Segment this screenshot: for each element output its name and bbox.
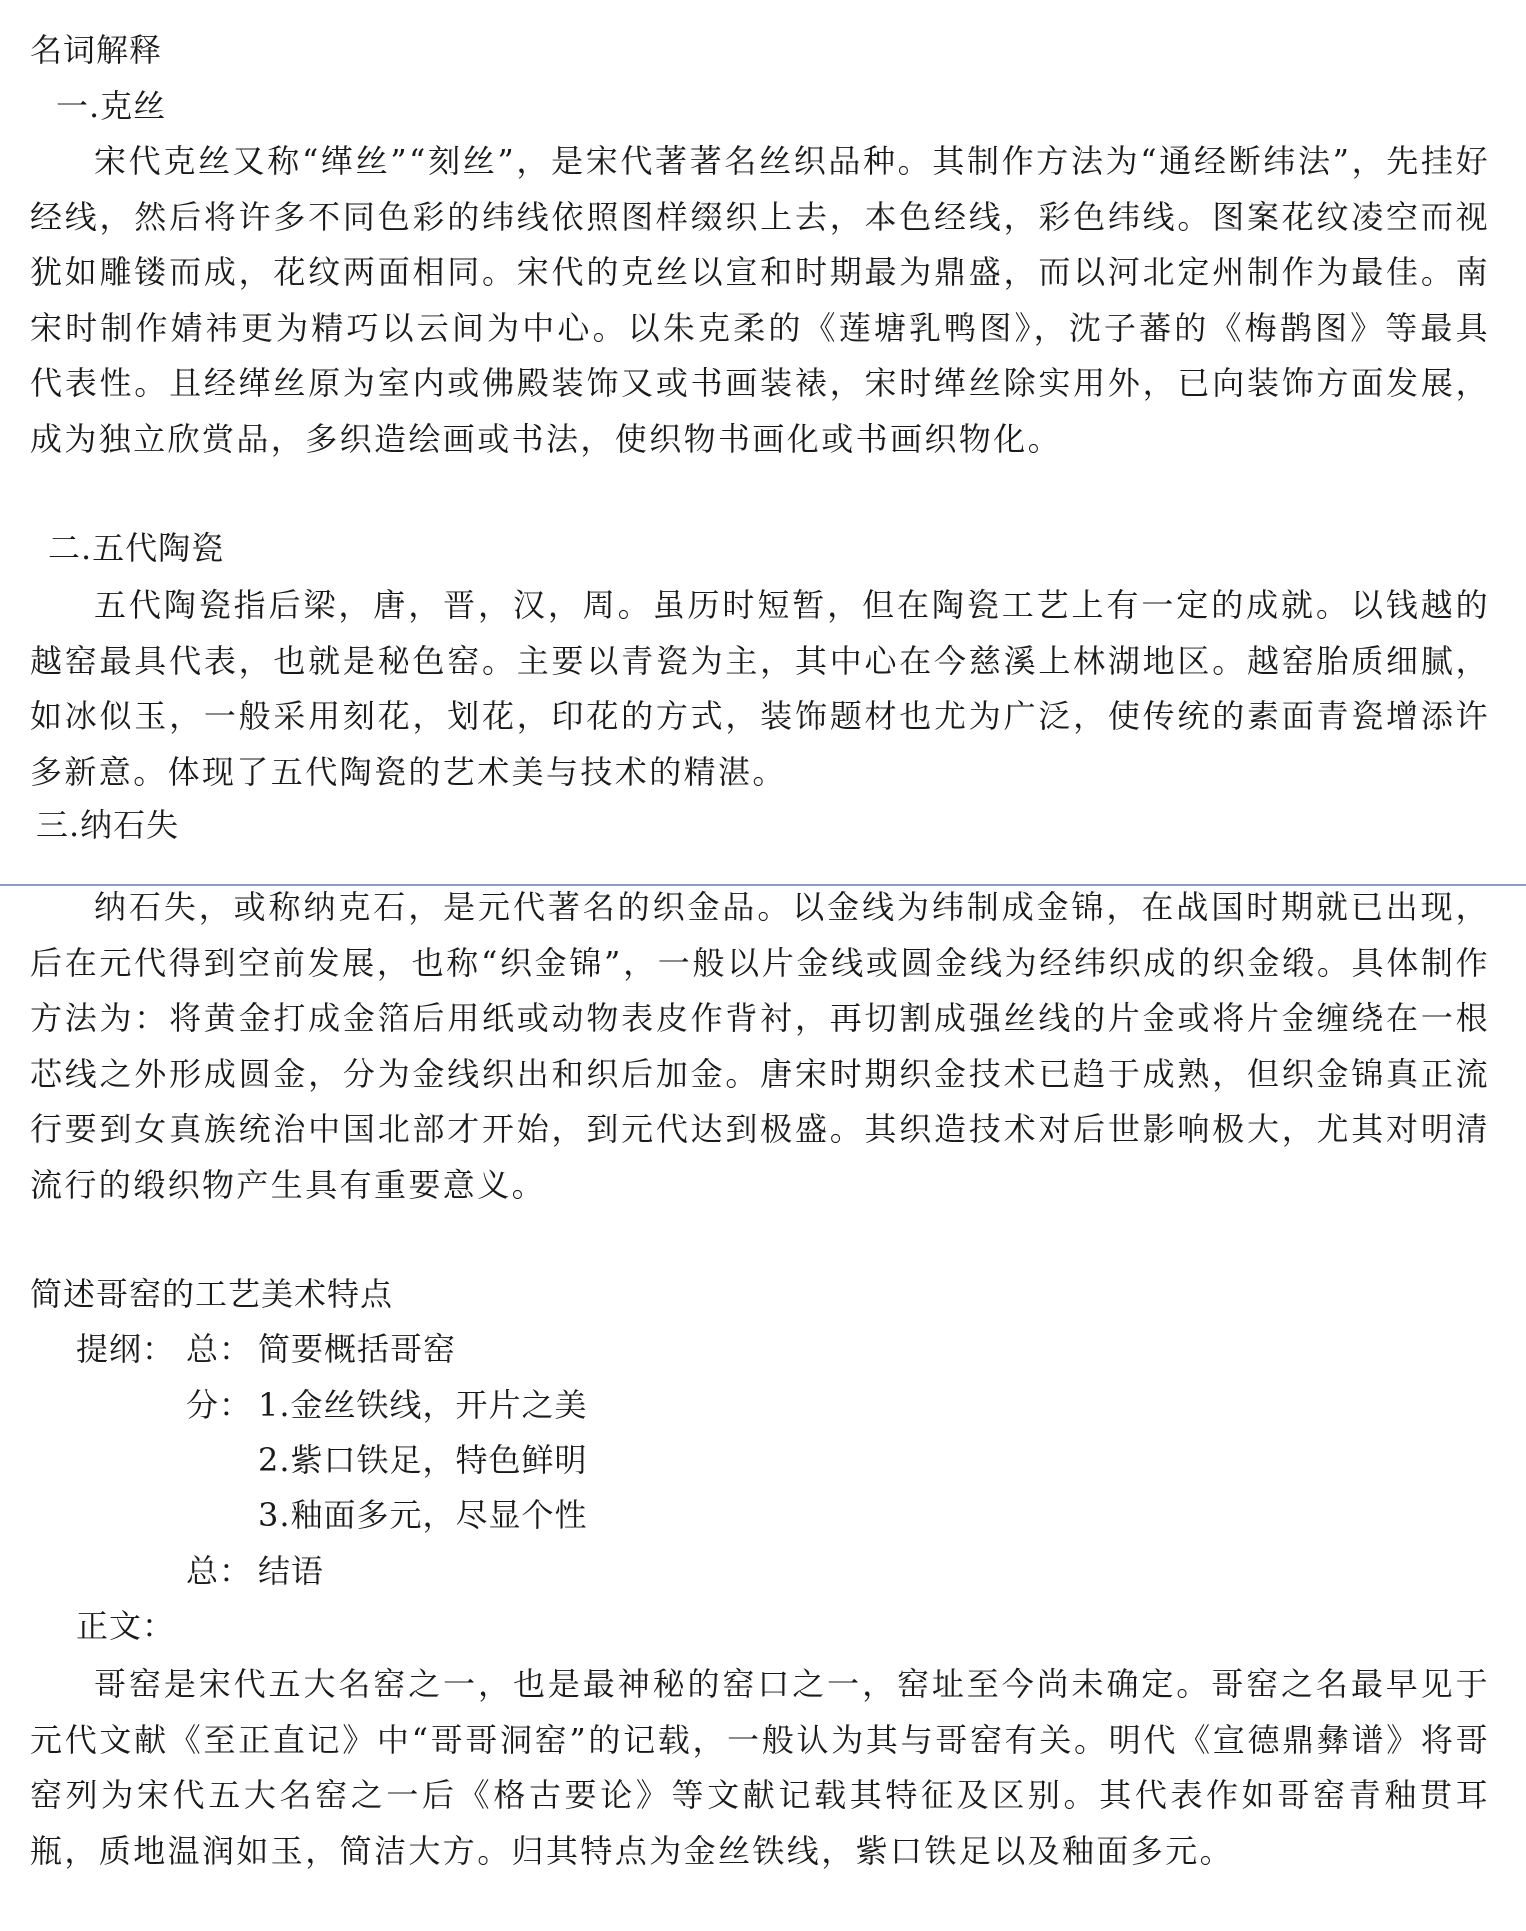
outline-zong2-label: 总： xyxy=(186,1552,253,1590)
section-title-glossary: 名词解释 xyxy=(30,31,163,69)
term-heading-wudai-ceramics: 二.五代陶瓷 xyxy=(48,529,225,567)
outline-zong1-label: 总： xyxy=(186,1330,253,1368)
term-body-nasishi: 纳石失，或称纳克石，是元代著名的织金品。以金线为纬制成金锦，在战国时期就已出现，后在元代得到空前发展，也称“织金锦”，一般以片金线或圆金线为经纬织成的织金缎。具体制作方法为：将黄金打成金箔后用纸或动物表皮作背衬，再切割成强丝线的片金或将片金缠绕在一根芯线之外形成圆金，分为金线织出和织后加金。唐宋时期织金技术已趋于成熟，但织金锦真正流行要到女真族统治中国北部才开始，到元代达到极盛。其织造技术对后世影响极大，尤其对明清流行的缎织物产生具有重要意义。 xyxy=(30,888,1490,1204)
section-title-geyao: 简述哥窑的工艺美术特点 xyxy=(30,1275,394,1313)
outline-label: 提纲： xyxy=(76,1330,176,1368)
body-label: 正文： xyxy=(76,1607,176,1645)
outline-fen-item-2: 2.紫口铁足，特色鲜明 xyxy=(258,1441,588,1479)
term-heading-kesi: 一.克丝 xyxy=(56,87,167,125)
term-body-kesi: 宋代克丝又称“缂丝”“刻丝”，是宋代著著名丝织品种。其制作方法为“通经断纬法”，先挂好经线，然后将许多不同色彩的纬线依照图样缀织上去，本色经线，彩色纬线。图案花纹凌空而视犹如雕镂而成，花纹两面相同。宋代的克丝以宣和时期最为鼎盛，而以河北定州制作为最佳。南宋时制作婧祎更为精巧以云间为中心。以朱克柔的《莲塘乳鸭图》，沈子蕃的《梅鹊图》等最具代表性。且经缂丝原为室内或佛殿装饰又或书画装裱，宋时缂丝除实用外，已向装饰方面发展，成为独立欣赏品，多织造绘画或书法，使织物书画化或书画织物化。 xyxy=(30,142,1490,458)
outline-fen-item-1: 1.金丝铁线，开片之美 xyxy=(258,1386,588,1424)
term-body-wudai-ceramics: 五代陶瓷指后梁，唐，晋，汉，周。虽历时短暂，但在陶瓷工艺上有一定的成就。以钱越的越窑最具代表，也就是秘色窑。主要以青瓷为主，其中心在今慈溪上林湖地区。越窑胎质细腻，如冰似玉，一般采用刻花，划花，印花的方式，装饰题材也尤为广泛，使传统的素面青瓷增添许多新意。体现了五代陶瓷的艺术美与技术的精湛。 xyxy=(30,586,1490,791)
outline-zong2-text: 结语 xyxy=(258,1552,325,1590)
outline-zong1-text: 简要概括哥窑 xyxy=(258,1330,457,1368)
term-heading-nasishi: 三.纳石失 xyxy=(36,806,180,844)
geyao-body: 哥窑是宋代五大名窑之一，也是最神秘的窑口之一，窑址至今尚未确定。哥窑之名最早见于元代文献《至正直记》中“哥哥洞窑”的记载，一般认为其与哥窑有关。明代《宣德鼎彝谱》将哥窑列为宋代五大名窑之一后《格古要论》等文献记载其特征及区别。其代表作如哥窑青釉贯耳瓶，质地温润如玉，简洁大方。归其特点为金丝铁线，紫口铁足以及釉面多元。 xyxy=(30,1665,1490,1870)
outline-fen-item-3: 3.釉面多元，尽显个性 xyxy=(258,1496,588,1534)
outline-fen-label: 分： xyxy=(186,1386,253,1424)
